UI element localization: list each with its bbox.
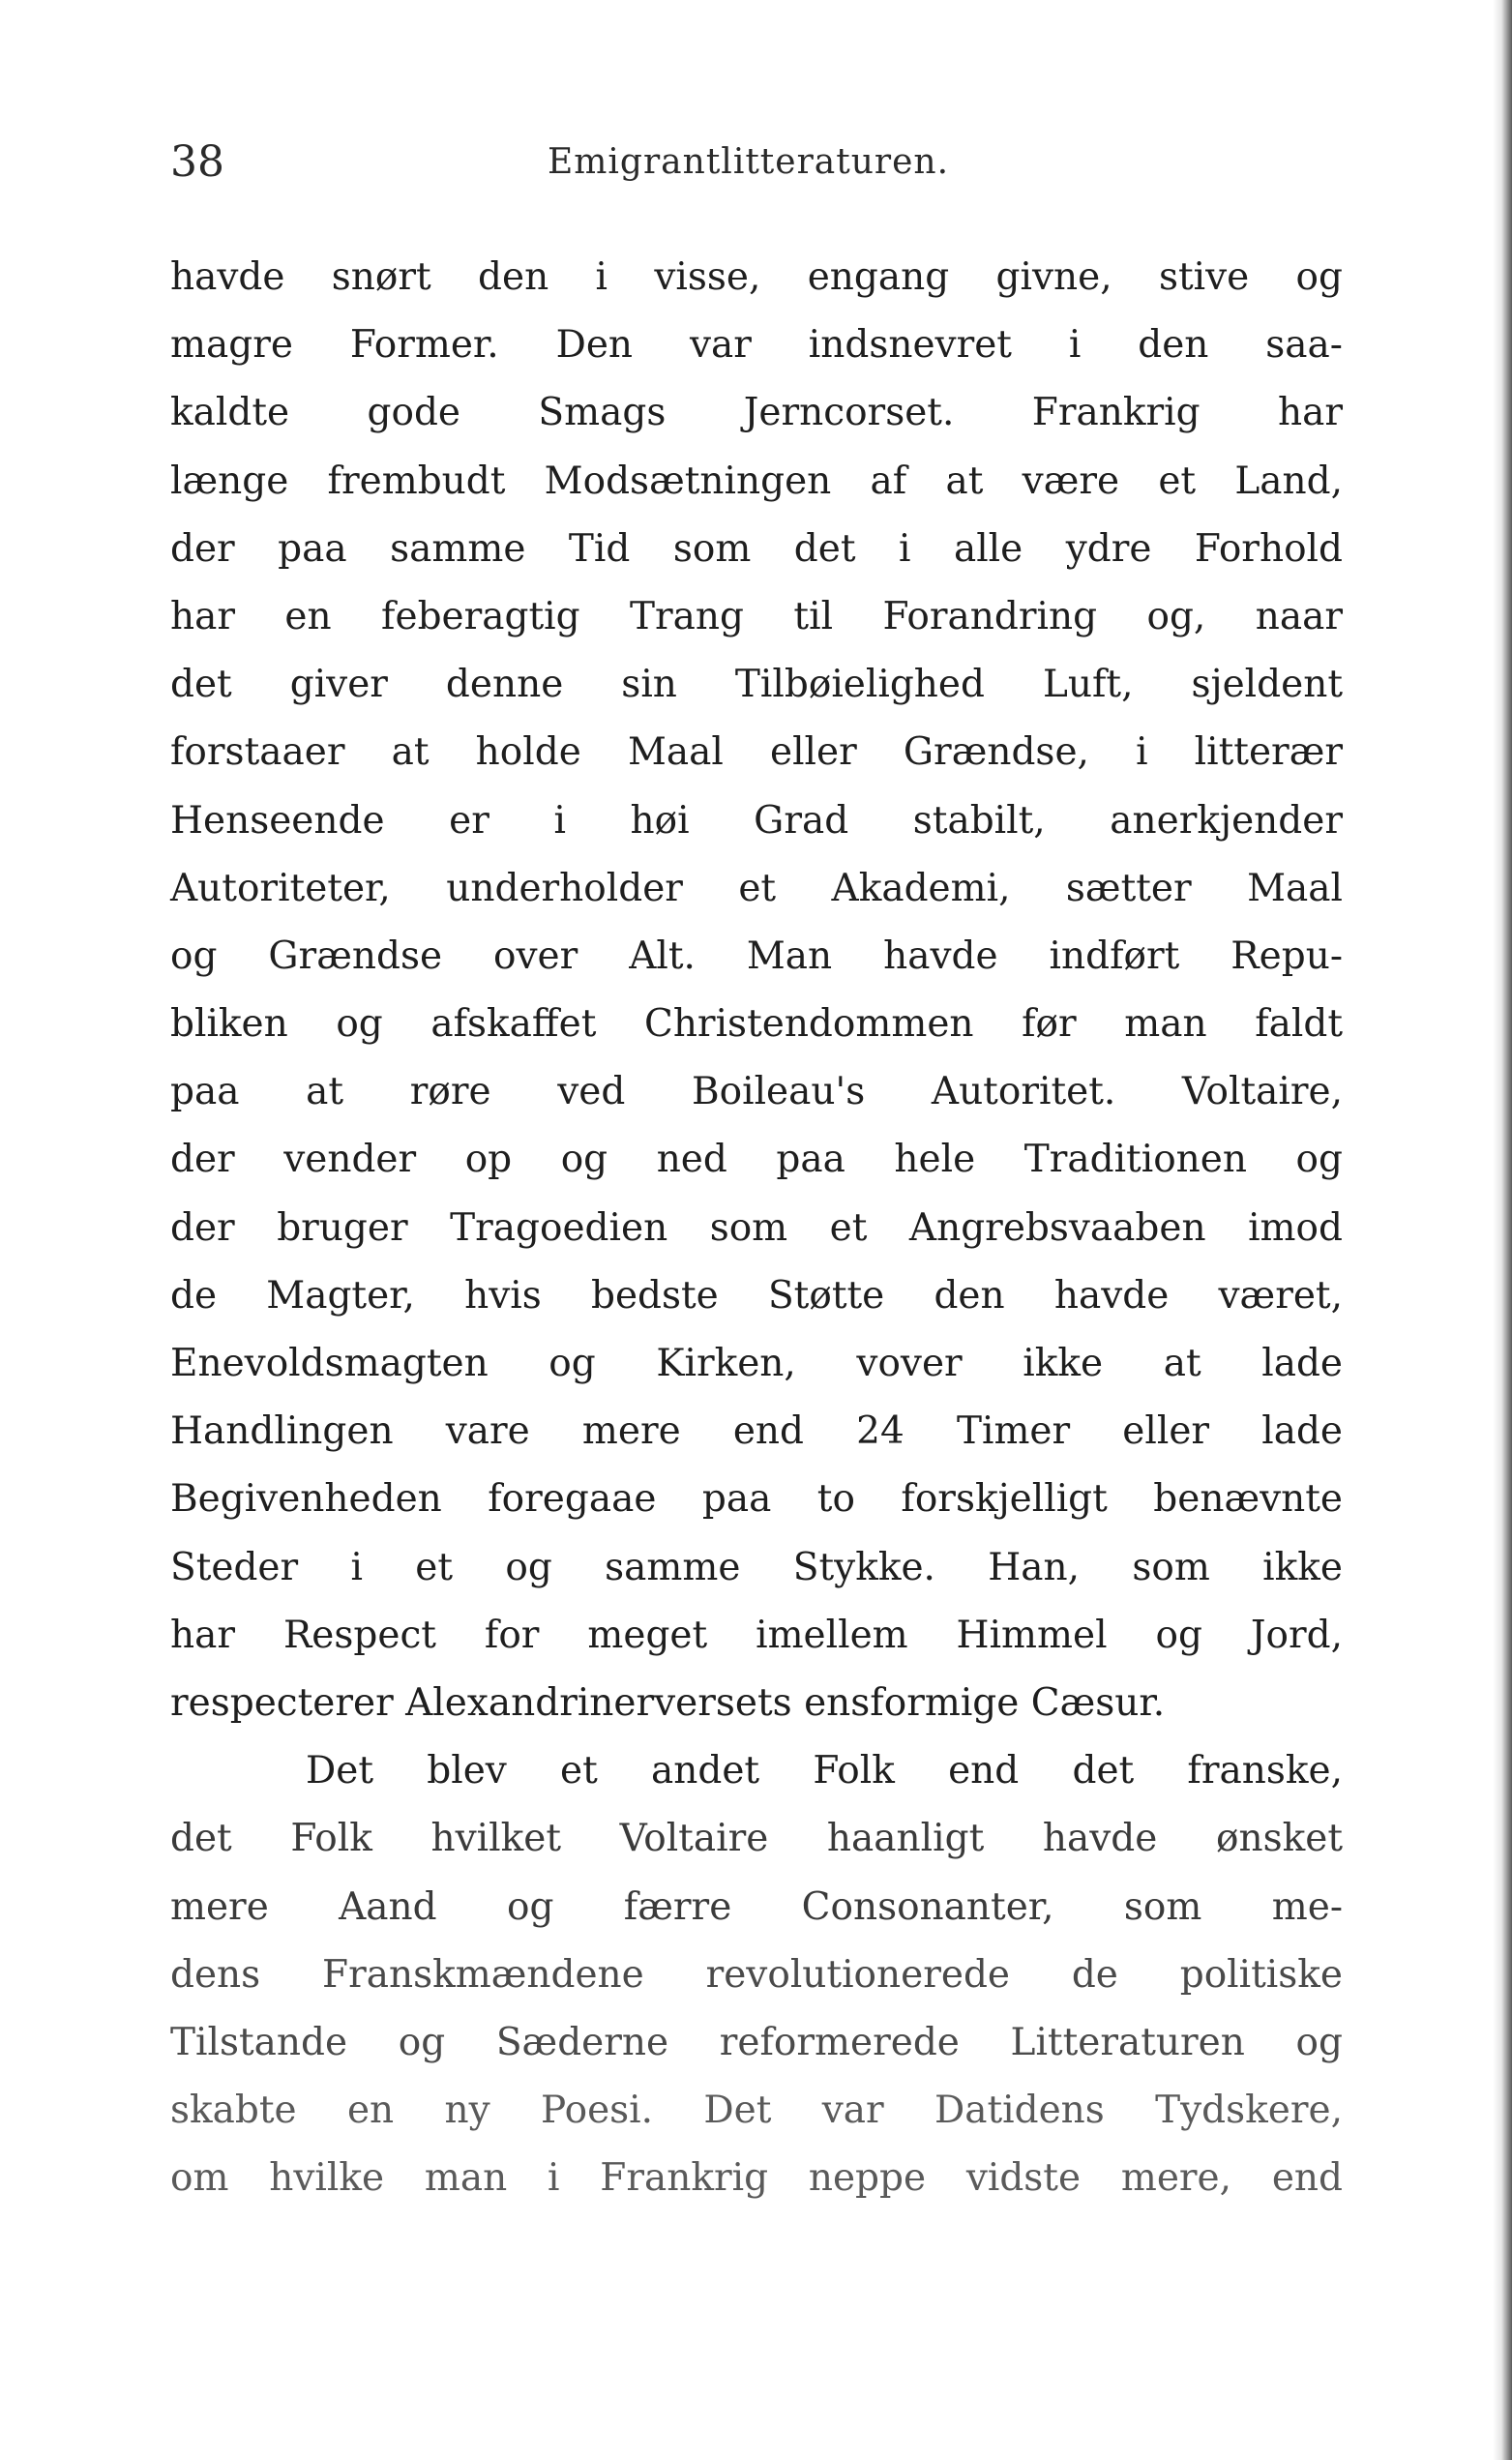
page-number: 38 xyxy=(170,137,224,187)
text-line: havde snørt den i visse, engang givne, stive og xyxy=(170,255,1343,299)
text-line: Henseende er i høi Grad stabilt, anerkjender xyxy=(170,798,1343,843)
text-line: bliken og afskaffet Christendommen før man faldt xyxy=(170,1002,1343,1047)
text-line: det giver denne sin Tilbøielighed Luft, sjeldent xyxy=(170,663,1343,707)
text-line: skabte en ny Poesi. Det var Datidens Tydskere, xyxy=(170,2089,1343,2133)
text-line: Steder i et og samme Stykke. Han, som ikke xyxy=(170,1545,1343,1589)
text-line: Det blev et andet Folk end det franske, xyxy=(306,1749,1343,1793)
text-line: der paa samme Tid som det i alle ydre Forhold xyxy=(170,526,1343,571)
text-line: Begivenheden foregaae paa to forskjelligt benævnte xyxy=(170,1477,1343,1522)
text-line: Tilstande og Sæderne reformerede Litteraturen og xyxy=(170,2020,1343,2064)
text-line: der vender op og ned paa hele Traditionen og xyxy=(170,1138,1343,1182)
page-edge-shadow xyxy=(1493,0,1512,2460)
text-line: de Magter, hvis bedste Støtte den havde været, xyxy=(170,1273,1343,1318)
text-line: har en feberagtig Trang til Forandring og, naar xyxy=(170,594,1343,638)
text-line: dens Franskmændene revolutionerede de politiske xyxy=(170,1952,1343,1997)
text-line: Handlingen vare mere end 24 Timer eller lade xyxy=(170,1409,1343,1454)
text-line: om hvilke man i Frankrig neppe vidste mere, end xyxy=(170,2156,1343,2201)
text-line: og Grændse over Alt. Man havde indført Repu- xyxy=(170,934,1343,978)
text-line: Autoriteter, underholder et Akademi, sætter Maal xyxy=(170,866,1343,910)
text-line: kaldte gode Smags Jerncorset. Frankrig har xyxy=(170,391,1343,435)
running-title: Emigrantlitteraturen. xyxy=(548,142,950,182)
text-line: mere Aand og færre Consonanter, som me- xyxy=(170,1884,1343,1929)
text-line: forstaaer at holde Maal eller Grændse, i litterær xyxy=(170,730,1343,775)
text-line: der bruger Tragoedien som et Angrebsvaaben imod xyxy=(170,1205,1343,1250)
body-text xyxy=(170,244,1343,2212)
running-head xyxy=(170,133,1343,192)
text-line: paa at røre ved Boileau's Autoritet. Voltaire, xyxy=(170,1070,1343,1114)
text-line: Enevoldsmagten og Kirken, vover ikke at lade xyxy=(170,1342,1343,1385)
text-line: respecterer Alexandrinerversets ensformige Cæsur. xyxy=(170,1680,1166,1725)
text-line: har Respect for meget imellem Himmel og Jord, xyxy=(170,1613,1343,1657)
text-line: magre Former. Den var indsnevret i den saa- xyxy=(170,323,1343,368)
text-line: det Folk hvilket Voltaire haanligt havde ønsket xyxy=(170,1817,1343,1861)
text-line: længe frembudt Modsætningen af at være et Land, xyxy=(170,459,1343,503)
